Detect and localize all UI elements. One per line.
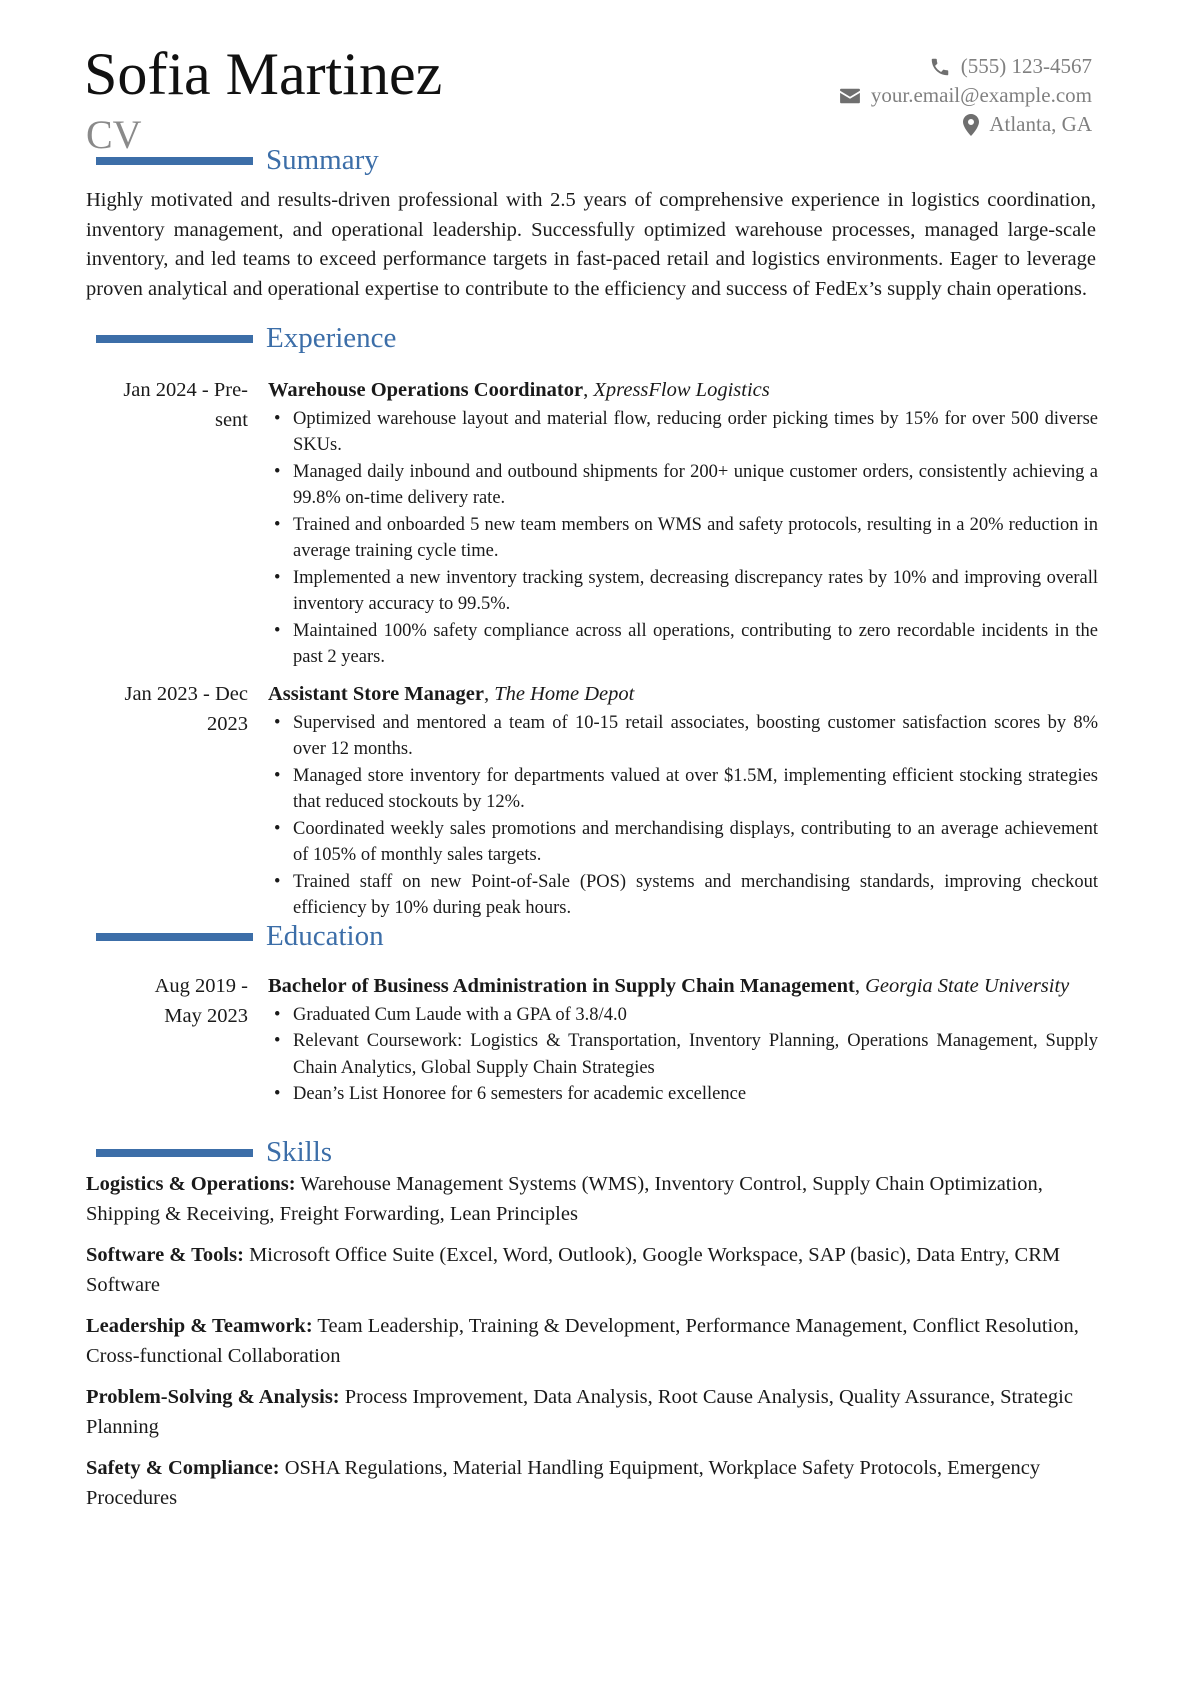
phone-number: (555) 123-4567	[960, 54, 1092, 78]
phone-icon	[929, 56, 951, 78]
section-title: Education	[266, 920, 384, 952]
section-title: Experience	[266, 322, 397, 354]
bullet-list	[268, 406, 1098, 671]
email-address[interactable]: your.email@example.com	[870, 83, 1092, 107]
list-item: • Dean’s List Honoree for 6 semesters for academic excellence	[268, 1081, 1098, 1108]
location-text: Atlanta, GA	[989, 112, 1092, 136]
skill-group	[86, 1383, 1116, 1442]
date-line: Aug 2019 -	[154, 975, 248, 997]
skill-group	[86, 1170, 1116, 1229]
contact-block	[839, 52, 1092, 139]
skill-label: Software & Tools:	[86, 1244, 244, 1266]
entry-heading: Warehouse Operations Coordinator, XpressFlow Logistics	[268, 379, 770, 401]
map-marker-icon	[963, 114, 979, 136]
list-item: • Optimized warehouse layout and material flow, reducing order picking times by 15% for over 500 diverse SKUs.	[268, 406, 1098, 459]
entry-date	[86, 376, 248, 435]
document-type: CV	[86, 112, 142, 157]
skill-label: Problem-Solving & Analysis:	[86, 1386, 340, 1408]
entry-date	[86, 972, 248, 1031]
list-item: • Trained staff on new Point-of-Sale (POS) systems and merchandising standards, improving checkout efficiency by 10% during peak hours.	[268, 869, 1098, 922]
list-item: • Trained and onboarded 5 new team members on WMS and safety protocols, resulting in a 20% reduction in average training cycle time.	[268, 512, 1098, 565]
skill-group	[86, 1312, 1116, 1371]
list-item: • Implemented a new inventory tracking system, decreasing discrepancy rates by 10% and improving overall inventory accuracy to 99.5%.	[268, 565, 1098, 618]
skill-values: OSHA Regulations, Material Handling Equipment, Workplace Safety Protocols, Emergency Procedures	[86, 1457, 1041, 1509]
entry-body	[268, 680, 1098, 922]
date-line: 2023	[207, 712, 248, 735]
envelope-icon	[839, 87, 861, 105]
list-item: • Maintained 100% safety compliance across all operations, contributing to zero recordable incidents in the past 2 years.	[268, 618, 1098, 671]
section-accent-bar	[96, 933, 253, 941]
skill-values: Process Improvement, Data Analysis, Root Cause Analysis, Quality Assurance, Strategic Planning	[86, 1386, 1073, 1438]
company-name: The Home Depot	[494, 683, 635, 705]
entry-heading: Bachelor of Business Administration in Supply Chain Management, Georgia State University	[268, 975, 1070, 997]
section-title: Skills	[266, 1136, 333, 1168]
date-line: May 2023	[164, 1004, 248, 1027]
skill-label: Leadership & Teamwork:	[86, 1315, 313, 1337]
skills-list	[86, 1170, 1116, 1525]
bullet-list	[268, 1002, 1098, 1108]
entry-body	[268, 972, 1098, 1108]
list-item: • Graduated Cum Laude with a GPA of 3.8/4.0	[268, 1002, 1098, 1029]
date-line: Jan 2024 - Pre-	[123, 379, 248, 401]
degree-title: Bachelor of Business Administration in Supply Chain Management	[268, 975, 855, 997]
bullet-list	[268, 710, 1098, 922]
skill-label: Safety & Compliance:	[86, 1457, 280, 1479]
location-row	[839, 110, 1092, 139]
summary-text: Highly motivated and results-driven professional with 2.5 years of comprehensive experience in logistics coordination, inventory management, and operational leadership. Successfully optimized warehouse processes, managed large-scale inventory, and led teams to exceed performance targets in fast-paced retail and logistics environments. Eager to leverage proven analytical and operational expertise to contribute to the efficiency and success of FedEx’s supply chain operations.	[86, 189, 1096, 300]
entry-date	[86, 680, 248, 739]
section-accent-bar	[96, 1149, 253, 1157]
section-title: Summary	[266, 144, 379, 176]
list-item: • Managed store inventory for departments valued at over $1.5M, implementing efficient stocking strategies that reduced stockouts by 12%.	[268, 763, 1098, 816]
list-item: • Managed daily inbound and outbound shipments for 200+ unique customer orders, consistently achieving a 99.8% on-time delivery rate.	[268, 459, 1098, 512]
date-line: sent	[214, 408, 248, 431]
section-accent-bar	[96, 335, 253, 343]
list-item: • Coordinated weekly sales promotions and merchandising displays, contributing to an average achievement of 105% of monthly sales targets.	[268, 816, 1098, 869]
skill-label: Logistics & Operations:	[86, 1173, 296, 1195]
skill-group	[86, 1454, 1116, 1513]
skill-values: Microsoft Office Suite (Excel, Word, Outlook), Google Workspace, SAP (basic), Data Entry, CRM Software	[86, 1244, 1061, 1296]
list-item: • Relevant Coursework: Logistics & Transportation, Inventory Planning, Operations Management, Supply Chain Analytics, Global Supply Chain Strategies	[268, 1028, 1098, 1081]
date-line: Jan 2023 - Dec	[124, 683, 248, 705]
skill-group	[86, 1241, 1116, 1300]
job-title: Warehouse Operations Coordinator	[268, 379, 584, 401]
entry-body	[268, 376, 1098, 671]
school-name: Georgia State University	[865, 975, 1070, 997]
entry-heading: Assistant Store Manager, The Home Depot	[268, 683, 635, 705]
company-name: XpressFlow Logistics	[593, 379, 770, 401]
person-name: Sofia Martinez	[84, 41, 443, 107]
skill-values: Team Leadership, Training & Development, Performance Management, Conflict Resolution, Cross-functional Collaboration	[86, 1315, 1079, 1367]
list-item: • Supervised and mentored a team of 10-15 retail associates, boosting customer satisfaction scores by 8% over 12 months.	[268, 710, 1098, 763]
phone-row	[839, 52, 1092, 81]
email-row	[839, 81, 1092, 110]
skill-values: Warehouse Management Systems (WMS), Inventory Control, Supply Chain Optimization, Shipping & Receiving, Freight Forwarding, Lean Principles	[86, 1173, 1043, 1225]
job-title: Assistant Store Manager	[268, 683, 484, 705]
section-accent-bar	[96, 157, 253, 165]
